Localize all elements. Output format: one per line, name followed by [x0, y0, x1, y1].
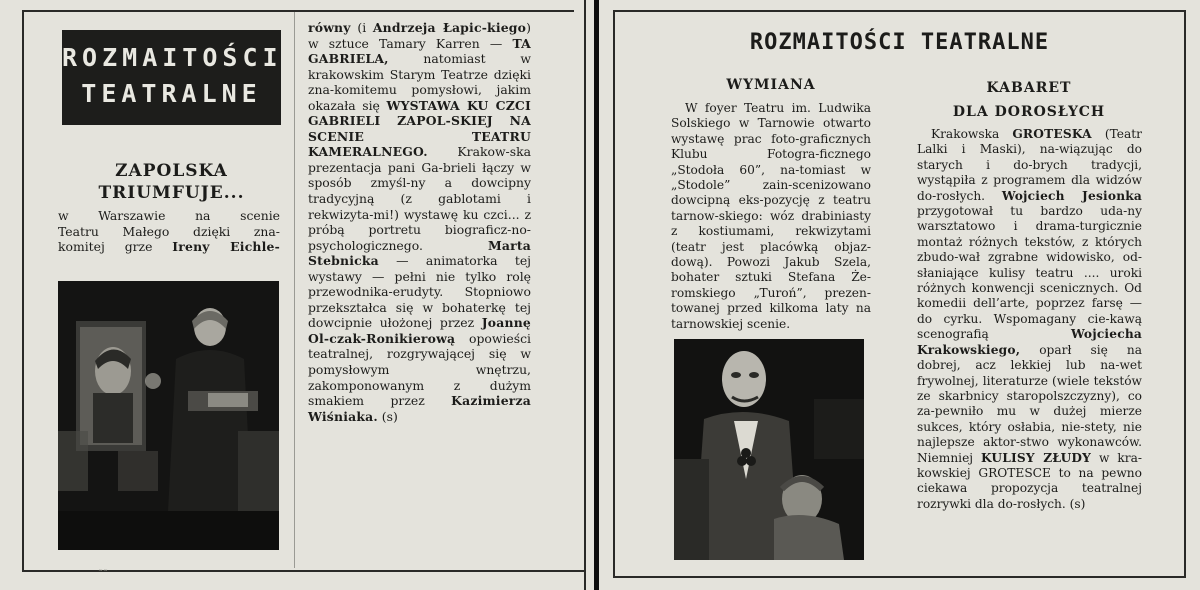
left-column-divider: [294, 12, 295, 568]
kabaret-run-8: w kra-kowskiej GROTESCE to na pewno ciekawa propozycja teatralnej rozrywki dla do-rosłych. (s): [917, 450, 1142, 511]
right-frame-left: [613, 10, 615, 578]
col2-run-3-bold: kiego: [487, 20, 527, 35]
right-frame-top: [613, 10, 1184, 12]
kabaret-run-1-bold: GROTESKA: [1012, 127, 1092, 141]
left-frame-right: [584, 0, 586, 590]
left-column-1-text: [58, 208, 280, 255]
kabaret-run-2: (Teatr Lalki i Maski), na-wiązując do starych i do-brych tradycji, wystąpiła z programem dla widzów do-rosłych.: [917, 127, 1142, 203]
col2-run-10: — animatorka tej wystawy — pełni nie tylko rolę przewodnika-erudyty. Stopniowo przekształca się w bohaterkę tej dowcipnie ułożonej przez: [308, 253, 531, 331]
col2-run-2-bold: Andrzeja Łapic-: [372, 20, 488, 35]
headline-line-2: TRIUMFUJE...: [98, 183, 245, 203]
col2-run-8: Krakow-ska prezentacja pani Ga-brieli łączy w sposób zmyśl-ny a dowcipny tradycyjną (z gablotami i rekwizyta-mi!) wystawę ku czci... z próbą portretu biograficz-no-psychologicznego.: [308, 144, 531, 253]
col2-run-4: ) w sztuce Tamary Karren —: [308, 20, 531, 51]
right-page: [599, 0, 1200, 590]
kabaret-run-7-bold: KULISY ZŁUDY: [981, 450, 1092, 465]
section-title-box: [62, 30, 281, 125]
wymiana-heading: WYMIANA: [726, 77, 816, 93]
photo-actress-exhibition-graphic: [58, 281, 279, 550]
section-title-line-2: TEATRALNE: [81, 79, 262, 108]
photo-turon-actor-graphic: [674, 339, 864, 560]
page-stamp: ˜˜: [98, 569, 108, 580]
col2-run-7-bold: WYSTAWA KU CZCI GABRIELI ZAPOL-SKIEJ NA SCENIE TEATRU KAMERALNEGO.: [308, 97, 531, 160]
col1-line-2: Teatru Małego dzięki zna-: [58, 223, 280, 239]
kabaret-paragraph: [917, 127, 1142, 512]
col2-paragraph: [308, 20, 531, 424]
col1-bold-name: Ireny Eichle-: [172, 239, 280, 255]
kabaret-heading: [914, 76, 1144, 124]
left-frame-top: [22, 10, 574, 12]
kabaret-run-6: oparł się na dobrej, acz lekkiej lub na-wet frywolnej, literaturze (wiele tekstów ze skarbnicy staropolszczyzny), co za-pewniło mu w dużej mierze sukces, który osłabia, nie-stety, nie najlepsze aktor-stwo wykonawców. Niemniej: [917, 342, 1142, 465]
col2-run-9-bold: Marta Stebnicka: [308, 237, 531, 269]
right-frame-bottom: [613, 576, 1186, 578]
article-headline: [62, 160, 281, 204]
col2-run-5-bold: TA GABRIELA,: [308, 35, 531, 67]
kabaret-run-0: Krakowska: [931, 127, 1013, 141]
col2-run-13-bold: Kazimierza Wiśniaka.: [308, 393, 531, 424]
kabaret-run-4: przygotował tu bardzo uda-ny warsztatowo i drama-turgicznie montaż różnych tekstów, z których zbudo-wał zgrabne widowisko, od-słaniające kulisy teatru .... uroki różnych konwencji scenicznych. Od komedii dell’arte, poprzez farsę — do cyrku. Wspomagany cie-kawą scenografią: [917, 204, 1142, 342]
col2-run-6: natomiast w krakowskim Starym Teatrze dzięki zna-komitemu pomysłowi, jakim okazała się: [308, 51, 531, 113]
col2-run-1: (i: [350, 20, 373, 35]
right-frame-right: [1184, 10, 1186, 578]
col2-run-12: opowieści teatralnej, rozgrywającej się w pomysłowym wnętrzu, zakomponowanym z dużym smakiem przez: [308, 330, 531, 409]
headline-line-1: ZAPOLSKA: [115, 161, 228, 181]
col2-run-0-bold: równy: [308, 20, 351, 35]
kabaret-run-3-bold: Wojciech Jesionka: [1001, 188, 1142, 203]
kabaret-run-5-bold: Wojciecha Krakowskiego,: [917, 327, 1142, 357]
kabaret-heading-line-2: DLA DOROSŁYCH: [952, 104, 1106, 120]
photo-turon-actor: [674, 339, 864, 560]
photo-actress-exhibition: [58, 281, 279, 550]
kabaret-text: [917, 127, 1142, 512]
right-section-title: ROZMAITOŚCI TEATRALNE: [749, 30, 1050, 55]
col2-run-11-bold: Joannę Ol-czak-Ronikierową: [308, 315, 531, 346]
col1-line-3: komitej grze: [58, 239, 173, 255]
section-title-line-1: ROZMAITOŚCI: [62, 43, 283, 72]
left-page: [0, 0, 594, 590]
left-frame-left: [22, 10, 24, 572]
col2-run-14: (s): [377, 408, 398, 424]
wymiana-text: [671, 101, 871, 332]
col1-line-1: w Warszawie na scenie: [58, 208, 280, 223]
left-column-2-text: [308, 20, 531, 424]
wymiana-paragraph: W foyer Teatru im. Ludwika Solskiego w Tarnowie otwarto wystawę prac foto-graficznych Klubu Fotogra-ficznego „Stodoła 60”, na-tomiast w „Stodole” zain-scenizowano dowcipną eks-pozycję z teatru tarnow-skiego: wóz drabiniasty z kostiumami, rekwizytami (teatr jest placówką objaz-dową). Powozi Jakub Szela, bohater sztuki Stefana Że-romskiego „Turoń”, prezen-towanej przed kilkoma laty na tarnowskiej scenie.: [671, 101, 871, 331]
kabaret-heading-line-1: KABARET: [986, 80, 1072, 96]
